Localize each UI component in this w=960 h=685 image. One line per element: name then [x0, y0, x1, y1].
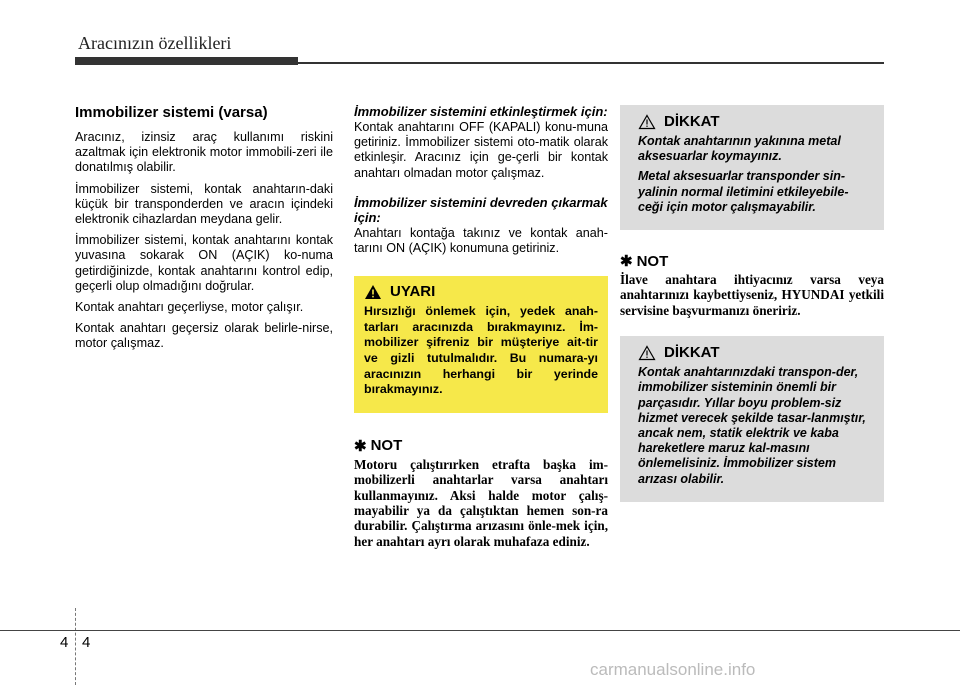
warning-title: UYARI: [390, 283, 436, 301]
note-text: İlave anahtara ihtiyacınız varsa veya anahtarınızı kaybettiyseniz, HYUNDAI yetkili servisine başvurmanızı öneririz.: [620, 272, 884, 318]
paragraph: Kontak anahtarı geçersiz olarak belirle-nirse, motor çalışmaz.: [75, 321, 333, 351]
note-title-row: [620, 252, 884, 270]
column-activation: [354, 104, 608, 549]
paragraph: İmmobilizer sistemi, kontak anahtarın-daki küçük bir transponderden ve aracın içindeki elektronik cihazlardan meydana gelir.: [75, 181, 333, 227]
activate-title: İmmobilizer sistemini etkinleştirmek için:: [354, 104, 608, 119]
paragraph: Aracınız, izinsiz araç kullanımı riskini azaltmak için elektronik motor immobili-zeri ile donatılmış olabilir.: [75, 130, 333, 175]
column-immobilizer: [75, 104, 333, 358]
caution-triangle-icon: [638, 114, 656, 130]
watermark: carmanualsonline.info: [590, 660, 756, 679]
column-cautions: [620, 105, 884, 502]
caution-title-row: [638, 113, 868, 130]
header-title: Aracınızın özellikleri: [78, 33, 232, 53]
caution-text: Kontak anahtarının yakınına metal aksesuarlar koymayınız.: [638, 134, 841, 164]
paragraph: Kontak anahtarı geçerliyse, motor çalışır.: [75, 300, 304, 315]
header-rule: [298, 62, 884, 64]
caution-text: Metal aksesuarlar transponder sin-yalinin normal iletimini etkileyebile-ceği için motor çalışmayabilir.: [638, 169, 849, 214]
warning-text: Hırsızlığı önlemek için, yedek anah-tarları aracınızda bırakmayınız. İm-mobilizer şifreniz bir müşteriye ait-tir ve gizli tutulmalıdır. Bu numara-yı aracınızın herhangi bir yerinde bırakmayınız.: [364, 304, 598, 397]
note-title: NOT: [370, 437, 403, 455]
warning-box: [354, 276, 608, 413]
note-text: Motoru çalıştırırken etrafta başka im-mobilizerli anahtarlar varsa anahtarı kullanmayınız. Aksi halde motor çalış-mayabilir ya da çalıştıktan hemen son-ra durabilir. Çalıştırma arızasını önle-mek için, her anahtarı ayrı olarak muhafaza ediniz.: [354, 456, 608, 549]
caution-box: [620, 105, 884, 230]
activate-text: Kontak anahtarını OFF (KAPALI) konu-muna getiriniz. İmmobilizer sistemi oto-matik olarak etkinleşir. Aracınız için ge-çerli bir kontak anahtarı olmadan motor çalışmaz.: [354, 120, 608, 180]
star-cross-icon: ✱: [620, 253, 633, 271]
page-number-chapter: 4: [60, 634, 69, 651]
caution-title: DİKKAT: [664, 113, 720, 130]
footer-divider: [75, 608, 76, 685]
warning-title-row: [364, 283, 598, 300]
caution-title-row: [638, 344, 868, 361]
note-title-row: [354, 437, 608, 455]
paragraph: İmmobilizer sistemi, kontak anahtarını kontak yuvasına sokarak ON (AÇIK) ko-numa getirdiğinizde, kontak anahtarını kontrol edip, geçerli olup olmadığını doğrular.: [75, 233, 333, 293]
caution-text: Kontak anahtarınızdaki transpon-der, immobilizer sisteminin önemli bir parçasıdır. Yıllar boyu problem-siz hizmet verecek şekilde tasar-lanmıştır, ancak nem, statik elektrik ve kaba hareketlere maruz kal-masını önlemelisiniz. İmmobilizer sistem arızası olabilir.: [638, 365, 866, 486]
header-bar: [75, 57, 298, 65]
star-cross-icon: ✱: [354, 437, 367, 455]
warning-triangle-icon: [364, 284, 382, 300]
caution-triangle-icon: [638, 345, 656, 361]
section-title: Immobilizer sistemi (varsa): [75, 104, 268, 121]
deactivate-title: İmmobilizer sistemini devreden çıkarmak için:: [354, 194, 608, 225]
caution-title: DİKKAT: [664, 344, 720, 362]
note-title: NOT: [636, 252, 669, 270]
caution-box: [620, 336, 884, 502]
page-number: 4: [82, 634, 91, 651]
footer-rule: [0, 630, 960, 631]
deactivate-text: Anahtarı kontağa takınız ve kontak anah-tarını ON (AÇIK) konumuna getiriniz.: [354, 225, 608, 256]
